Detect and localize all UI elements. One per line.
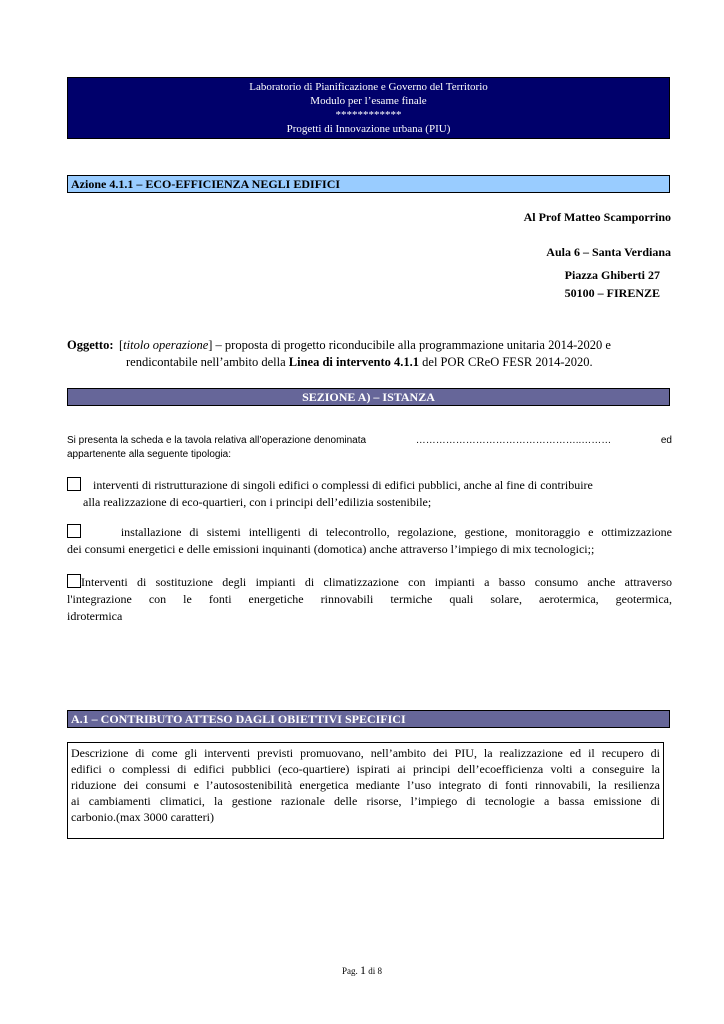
footer-total-pages: 8 xyxy=(377,966,382,976)
oggetto-paragraph xyxy=(67,337,672,371)
oggetto-text-b: rendicontabile nell’ambito della xyxy=(126,355,289,369)
oggetto-colon: : xyxy=(109,338,114,352)
intro-line2: appartenente alla seguente tipologia: xyxy=(67,449,232,460)
checkbox-ristrutturazione[interactable] xyxy=(67,477,81,491)
document-header-banner xyxy=(67,77,670,139)
checkbox-sostituzione[interactable] xyxy=(67,574,81,588)
oggetto-bracket: [ xyxy=(119,338,124,352)
oggetto-text-a: ] – proposta di progetto riconducibile alla programmazione unitaria 2014-2020 e xyxy=(208,338,611,352)
a1-description-line: riduzione dei consumi e l’autosostenibilità energetica mediante l’uso integrato di fonti rinnovabili, la resilienza xyxy=(71,778,660,792)
option-1-line1: interventi di ristrutturazione di singoli edifici o complessi di edifici pubblici, anche al fine di contribuire xyxy=(93,478,593,492)
a1-title-bar: A.1 – CONTRIBUTO ATTESO DAGLI OBIETTIVI SPECIFICI xyxy=(67,710,670,728)
oggetto-text-c: del POR CReO FESR 2014-2020. xyxy=(419,355,593,369)
footer-pag-label: Pag. xyxy=(341,966,358,976)
intro-dots-field[interactable]: …………………………………………..……… xyxy=(415,435,612,446)
option-sostituzione xyxy=(67,574,672,625)
header-lab-title: Laboratorio di Pianificazione e Governo del Territorio xyxy=(249,81,488,93)
checkbox-installazione[interactable] xyxy=(67,524,81,538)
oggetto-linea: Linea di intervento 4.1.1 xyxy=(288,355,420,369)
header-module-title: Modulo per l’esame finale xyxy=(310,95,427,107)
intro-part2: ed xyxy=(660,435,672,446)
option-ristrutturazione xyxy=(67,477,672,511)
option-1-line2: alla realizzazione di eco-quartieri, con i principi dell’edilizia sostenibile; xyxy=(83,495,432,509)
sezione-a-title-bar: SEZIONE A) – ISTANZA xyxy=(67,388,670,406)
option-3-line3: idrotermica xyxy=(67,609,123,623)
address-city: 50100 – FIRENZE xyxy=(564,286,660,300)
page-footer xyxy=(0,963,724,978)
option-installazione xyxy=(67,524,672,558)
a1-description-box[interactable] xyxy=(67,742,664,839)
a1-description-line: edifici o complessi di edifici pubblici (eco-quartiere) ispirati ai principi dell’ecoefficienza volti a conseguire la xyxy=(71,762,660,776)
footer-page-number: 1 xyxy=(359,963,366,977)
option-2-line1: installazione di sistemi intelligenti di telecontrollo, regolazione, gestione, monitoraggio e ottimizzazione xyxy=(120,525,673,539)
address-street: Piazza Ghiberti 27 xyxy=(564,268,660,282)
option-2-line2: dei consumi energetici e delle emissioni inquinanti (domotica) anche attraverso l’impiego di mix tecnologici;; xyxy=(67,542,595,556)
address-room: Aula 6 – Santa Verdiana xyxy=(546,245,671,259)
oggetto-label: Oggetto xyxy=(67,338,110,352)
intro-part1: Si presenta la scheda e la tavola relativa all’operazione denominata xyxy=(67,435,367,446)
option-3-line1: Interventi di sostituzione degli impianti di climatizzazione con impianti a basso consumo anche attraverso xyxy=(81,575,672,589)
oggetto-placeholder: titolo operazione xyxy=(123,338,209,352)
address-recipient: Al Prof Matteo Scamporrino xyxy=(523,210,671,224)
option-3-line2: l'integrazione con le fonti energetiche rinnovabili termiche quali solare, aerotermica, geotermica, xyxy=(67,592,672,606)
intro-paragraph xyxy=(67,434,672,462)
header-separator: ************ xyxy=(335,109,402,121)
a1-description-line: carbonio.(max 3000 caratteri) xyxy=(71,810,214,824)
a1-description-line: Descrizione di come gli interventi previsti promuovano, nell’ambito dei PIU, la realizzazione ed il recupero di xyxy=(71,746,660,760)
footer-di-label: di xyxy=(368,966,376,976)
header-program-title: Progetti di Innovazione urbana (PIU) xyxy=(286,123,451,135)
a1-description-line: ai cambiamenti climatici, la gestione razionale delle risorse, l’impiego di tecnologie a bassa emissione di xyxy=(71,794,660,808)
azione-title-bar: Azione 4.1.1 – ECO-EFFICIENZA NEGLI EDIFICI xyxy=(67,175,670,193)
